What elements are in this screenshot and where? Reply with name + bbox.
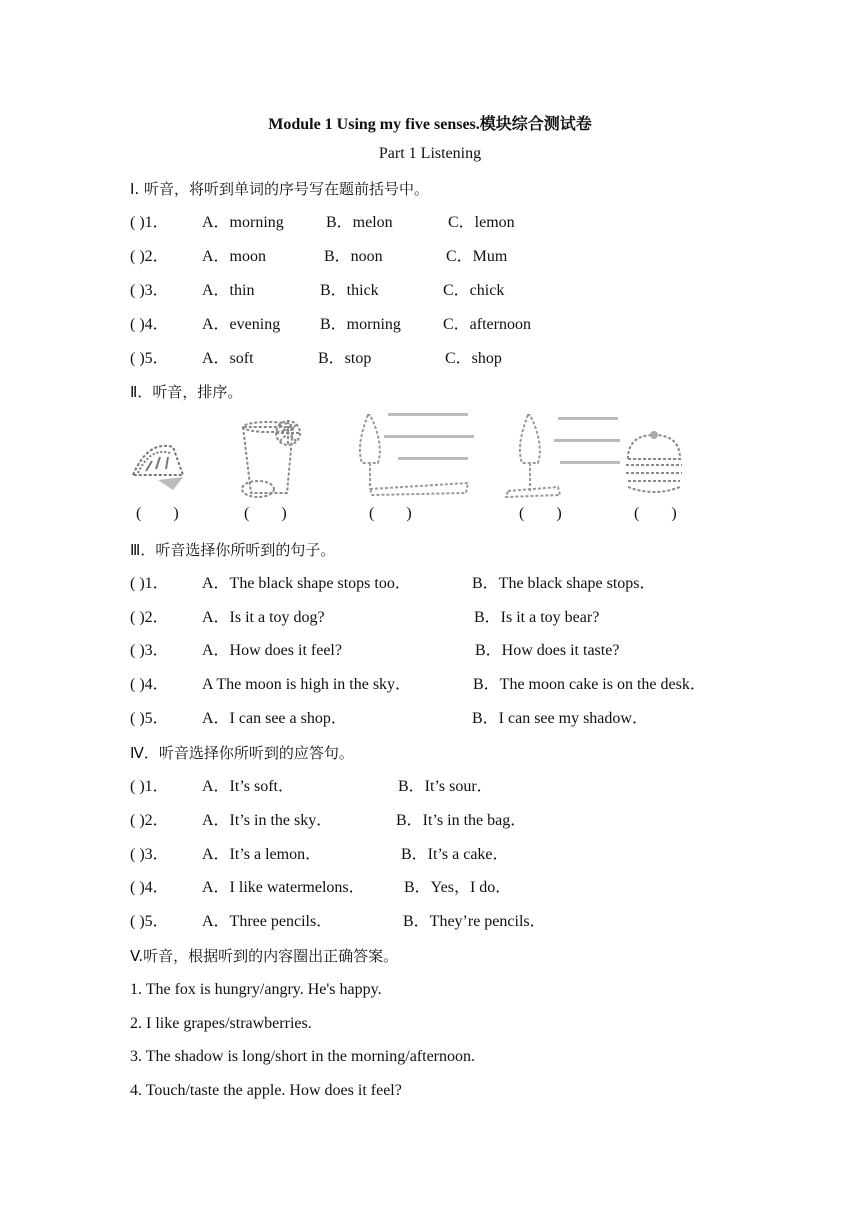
item-number: ( )4．	[130, 316, 169, 333]
item-number: ( )1．	[130, 214, 169, 231]
option-a: A．I can see a shop．	[202, 710, 347, 727]
option-b: B．morning	[320, 316, 401, 333]
item-number: ( )5．	[130, 913, 169, 930]
item-number: ( )2．	[130, 609, 169, 626]
option-b: B．Is it a toy bear?	[474, 609, 600, 626]
option-b: B．It’s sour．	[398, 778, 493, 795]
option-a: A．Is it a toy dog?	[202, 609, 325, 626]
item-number: ( )1．	[130, 575, 169, 592]
section-5-line: 2. I like grapes/strawberries.	[130, 1015, 312, 1032]
section-1-heading: I. 听音，将听到单词的序号写在题前括号中。	[130, 180, 429, 198]
option-b: B．It’s in the bag．	[396, 812, 527, 829]
burger-icon	[620, 429, 688, 499]
item-number: ( )5．	[130, 350, 169, 367]
order-brackets	[0, 505, 860, 527]
item-number: ( )2．	[130, 812, 169, 829]
section-5-heading: V.听音，根据听到的内容圈出正确答案。	[130, 947, 399, 965]
item-number: ( )3．	[130, 846, 169, 863]
section-4-heading: Ⅳ．听音选择你所听到的应答句。	[130, 744, 354, 762]
option-a: A．soft	[202, 350, 254, 367]
option-a: A．I like watermelons．	[202, 879, 365, 896]
order-bracket[interactable]: ( )	[519, 505, 562, 522]
section-5-line: 3. The shadow is long/short in the morning/afternoon.	[130, 1048, 475, 1065]
option-b: B．noon	[324, 248, 383, 265]
section-3-heading: Ⅲ．听音选择你所听到的句子。	[130, 541, 336, 559]
option-b: B．The moon cake is on the desk．	[473, 676, 706, 693]
option-a: A．evening	[202, 316, 281, 333]
option-c: C．afternoon	[443, 316, 531, 333]
item-number: ( )2．	[130, 248, 169, 265]
option-b: B．I can see my shadow．	[472, 710, 648, 727]
order-bracket[interactable]: ( )	[634, 505, 677, 522]
item-number: ( )4．	[130, 879, 169, 896]
picture-strip	[128, 405, 688, 503]
section-5-line: 1. The fox is hungry/angry. He's happy.	[130, 981, 382, 998]
item-number: ( )4．	[130, 676, 169, 693]
option-a: A．morning	[202, 214, 284, 231]
option-b: B．thick	[320, 282, 379, 299]
page-title: Module 1 Using my five senses.模块综合测试卷	[268, 116, 592, 133]
item-number: ( )5．	[130, 710, 169, 727]
order-bracket[interactable]: ( )	[369, 505, 412, 522]
option-c: C．Mum	[446, 248, 508, 265]
order-bracket[interactable]: ( )	[136, 505, 179, 522]
page-subtitle: Part 1 Listening	[378, 145, 482, 162]
option-a: A The moon is high in the sky．	[202, 676, 412, 693]
option-a: A．How does it feel?	[202, 642, 342, 659]
order-bracket[interactable]: ( )	[244, 505, 287, 522]
section-5-line: 4. Touch/taste the apple. How does it feel?	[130, 1082, 402, 1099]
option-a: A．It’s a lemon．	[202, 846, 322, 863]
option-a: A．Three pencils．	[202, 913, 333, 930]
tree-shadow-icon	[348, 405, 478, 503]
option-a: A．The black shape stops too．	[202, 575, 411, 592]
lemonade-glass-icon	[233, 415, 313, 503]
tree-shadow-icon	[498, 405, 628, 503]
watermelon-slice-icon	[128, 435, 188, 495]
option-b: B．Yes，I do．	[404, 879, 512, 896]
item-number: ( )1．	[130, 778, 169, 795]
item-number: ( )3．	[130, 282, 169, 299]
option-b: B．The black shape stops．	[472, 575, 656, 592]
option-b: B．melon	[326, 214, 393, 231]
option-a: A．It’s soft．	[202, 778, 295, 795]
option-c: C．shop	[445, 350, 502, 367]
option-c: C．chick	[443, 282, 505, 299]
option-b: B．stop	[318, 350, 372, 367]
option-c: C．lemon	[448, 214, 515, 231]
section-2-heading: Ⅱ．听音，排序。	[130, 383, 243, 401]
option-a: A．moon	[202, 248, 267, 265]
option-b: B．It’s a cake．	[401, 846, 509, 863]
option-a: A．thin	[202, 282, 255, 299]
option-a: A．It’s in the sky．	[202, 812, 333, 829]
option-b: B．How does it taste?	[475, 642, 620, 659]
item-number: ( )3．	[130, 642, 169, 659]
option-b: B．They’re pencils．	[403, 913, 546, 930]
